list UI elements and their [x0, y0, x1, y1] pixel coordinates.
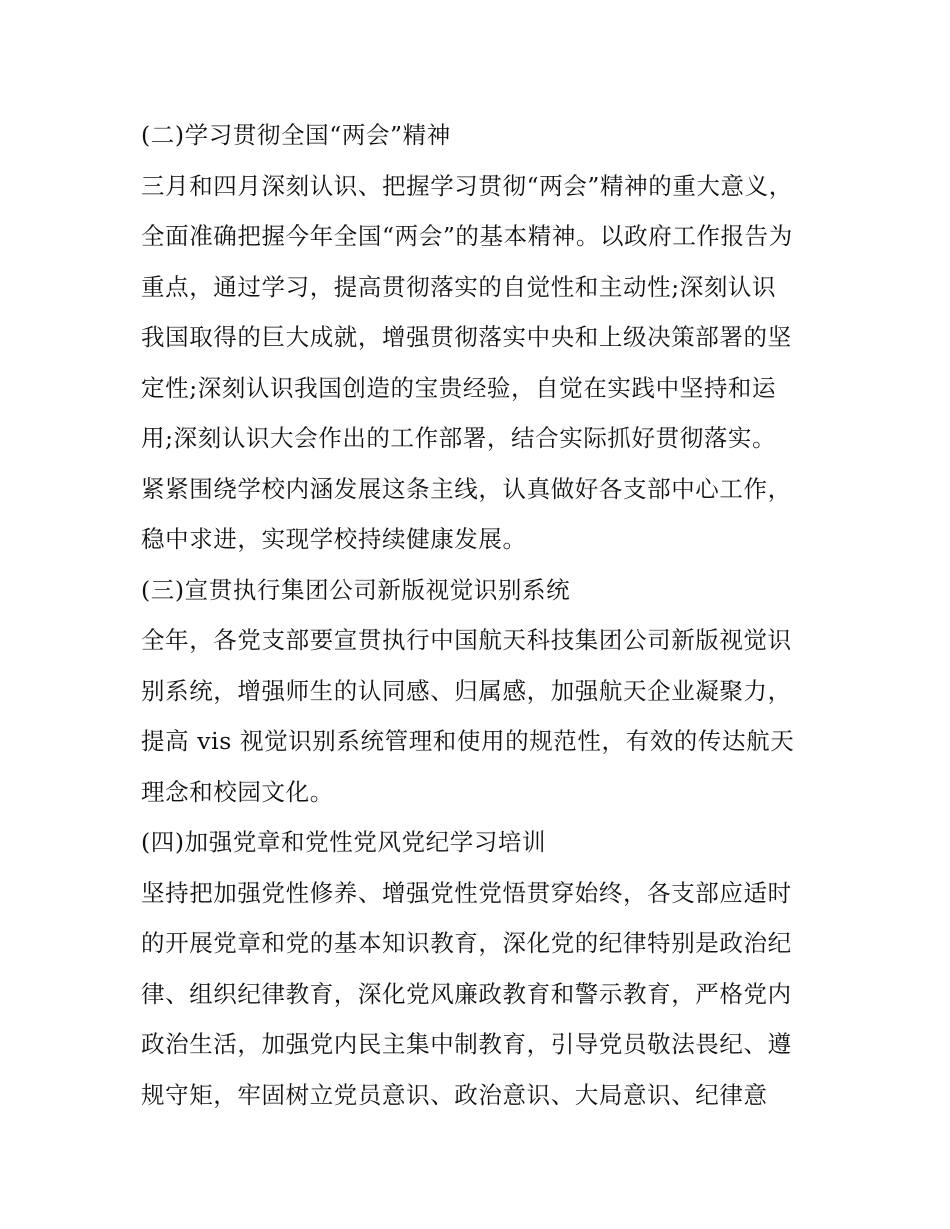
paragraph-line: 规守矩，牢固树立党员意识、政治意识、大局意识、纪律意	[141, 1080, 768, 1109]
paragraph-line: 理念和校园文化。	[141, 777, 334, 806]
paragraph-line: 别系统，增强师生的认同感、归属感，加强航天企业凝聚力，	[141, 676, 792, 705]
paragraph-line: 稳中求进，实现学校持续健康发展。	[141, 525, 527, 553]
paragraph-line: 提高 vis 视觉识别系统管理和使用的规范性，有效的传达航天	[141, 727, 795, 755]
paragraph-line: 重点，通过学习，提高贯彻落实的自觉性和主动性;深刻认识	[141, 272, 777, 301]
section-heading-3: (三)宣贯执行集团公司新版视觉识别系统	[141, 575, 571, 604]
paragraph-line: 坚持把加强党性修养、增强党性党悟贯穿始终，各支部应适时	[141, 878, 792, 907]
section-heading-4: (四)加强党章和党性党风党纪学习培训	[141, 828, 547, 856]
paragraph-line: 的开展党章和党的基本知识教育，深化党的纪律特别是政治纪	[141, 929, 792, 957]
paragraph-line: 全面准确把握今年全国“两会”的基本精神。以政府工作报告为	[141, 222, 793, 250]
paragraph-line: 我国取得的巨大成就，增强贯彻落实中央和上级决策部署的坚	[141, 323, 792, 351]
section-heading-2: (二)学习贯彻全国“两会”精神	[141, 121, 451, 149]
paragraph-line: 政治生活，加强党内民主集中制教育，引导党员敬法畏纪、遵	[141, 1030, 792, 1058]
document-page	[141, 110, 821, 1120]
paragraph-line: 紧紧围绕学校内涵发展这条主线，认真做好各支部中心工作，	[141, 474, 792, 503]
paragraph-line: 全年，各党支部要宣贯执行中国航天科技集团公司新版视觉识	[141, 626, 792, 654]
paragraph-line: 三月和四月深刻认识、把握学习贯彻“两会”精神的重大意义，	[141, 171, 793, 200]
paragraph-line: 定性;深刻认识我国创造的宝贵经验，自觉在实践中坚持和运	[141, 373, 777, 402]
paragraph-line: 律、组织纪律教育，深化党风廉政教育和警示教育，严格党内	[141, 979, 792, 1008]
paragraph-line: 用;深刻认识大会作出的工作部署，结合实际抓好贯彻落实。	[141, 424, 777, 452]
